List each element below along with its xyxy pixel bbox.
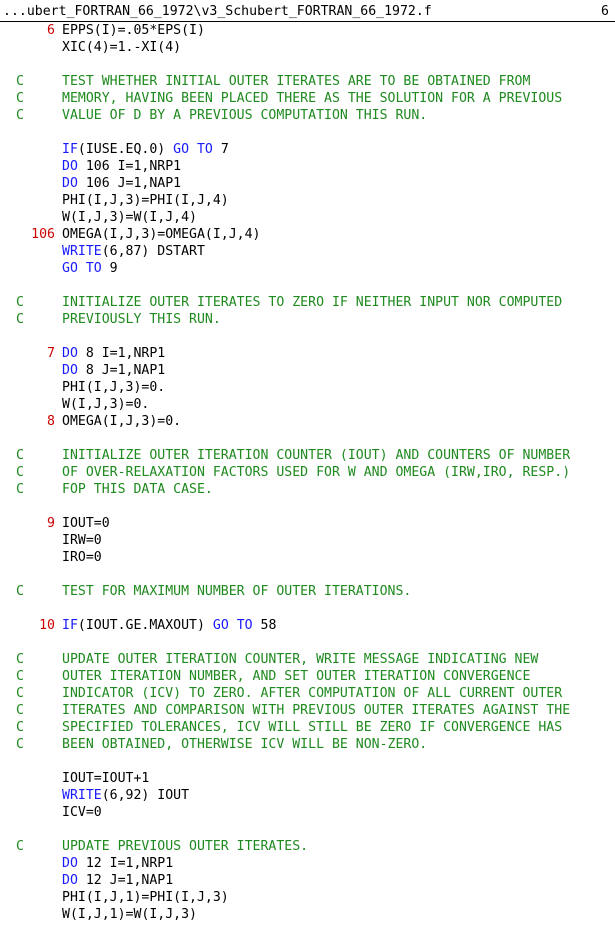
code-text xyxy=(62,804,102,821)
code-text xyxy=(62,889,229,906)
comment-line xyxy=(0,90,615,107)
code-line xyxy=(0,787,615,804)
code-line xyxy=(0,226,615,243)
blank-line xyxy=(0,753,615,770)
comment-text: BEEN OBTAINED, OTHERWISE ICV WILL BE NON-ZERO. xyxy=(62,737,428,752)
comment-text: ITERATES AND COMPARISON WITH PREVIOUS OUTER ITERATES AGAINST THE xyxy=(62,703,571,718)
code-line xyxy=(0,22,615,39)
comment-line xyxy=(0,651,615,668)
file-path-title: ...ubert_FORTRAN_66_1972\v3_Schubert_FORTRAN_66_1972.f xyxy=(3,4,432,19)
code-line xyxy=(0,770,615,787)
code-line xyxy=(0,515,615,532)
code-token: OMEGA(I,J,3)=0. xyxy=(62,414,182,429)
code-text xyxy=(62,617,276,634)
keyword: DO xyxy=(62,873,78,888)
code-token: PHI(I,J,3)=PHI(I,J,4) xyxy=(62,193,229,208)
keyword: IF xyxy=(62,618,78,633)
code-line xyxy=(0,39,615,56)
comment-marker: C xyxy=(16,652,24,667)
code-token: OMEGA(I,J,3)=OMEGA(I,J,4) xyxy=(62,227,261,242)
code-token: 8 J=1,NAP1 xyxy=(77,363,166,378)
blank-line xyxy=(0,634,615,651)
comment-marker: C xyxy=(16,839,24,854)
comment-marker: C xyxy=(16,669,24,684)
comment-marker: C xyxy=(16,703,24,718)
comment-marker: C xyxy=(16,482,24,497)
code-text xyxy=(62,855,173,872)
code-token: W(I,J,1)=W(I,J,3) xyxy=(62,907,197,922)
code-text xyxy=(62,226,261,243)
code-line xyxy=(0,889,615,906)
code-token: EPPS(I)=.05*EPS(I) xyxy=(62,23,205,38)
code-line xyxy=(0,260,615,277)
comment-text: SPECIFIED TOLERANCES, ICV WILL STILL BE ZERO IF CONVERGENCE HAS xyxy=(62,720,563,735)
code-token: PHI(I,J,3)=0. xyxy=(62,380,166,395)
comment-marker: C xyxy=(16,312,24,327)
code-line xyxy=(0,855,615,872)
comment-text: OUTER ITERATION NUMBER, AND SET OUTER ITERATION CONVERGENCE xyxy=(62,669,531,684)
comment-text: INITIALIZE OUTER ITERATION COUNTER (IOUT) AND COUNTERS OF NUMBER xyxy=(62,448,571,463)
code-line xyxy=(0,906,615,923)
statement-label: 7 xyxy=(47,346,55,361)
keyword: DO xyxy=(62,346,78,361)
comment-text: UPDATE OUTER ITERATION COUNTER, WRITE MESSAGE INDICATING NEW xyxy=(62,652,539,667)
statement-label: 9 xyxy=(47,516,55,531)
comment-text: INDICATOR (ICV) TO ZERO. AFTER COMPUTATION OF ALL CURRENT OUTER xyxy=(62,686,563,701)
comment-text: MEMORY, HAVING BEEN PLACED THERE AS THE SOLUTION FOR A PREVIOUS xyxy=(62,91,563,106)
keyword: DO xyxy=(62,363,78,378)
code-line xyxy=(0,379,615,396)
comment-text: FOP THIS DATA CASE. xyxy=(62,482,213,497)
code-token: 7 xyxy=(212,142,229,157)
code-text xyxy=(62,362,165,379)
comment-line xyxy=(0,668,615,685)
comment-marker: C xyxy=(16,686,24,701)
comment-text: TEST FOR MAXIMUM NUMBER OF OUTER ITERATIONS. xyxy=(62,584,412,599)
keyword: GO TO xyxy=(62,261,102,276)
code-line xyxy=(0,396,615,413)
code-token: PHI(I,J,1)=PHI(I,J,3) xyxy=(62,890,229,905)
code-token: IRW=0 xyxy=(62,533,102,548)
code-token: XIC(4)=1.-XI(4) xyxy=(62,40,182,55)
code-text xyxy=(62,158,181,175)
comment-marker: C xyxy=(16,108,24,123)
code-text xyxy=(62,243,205,260)
code-text xyxy=(62,532,102,549)
code-listing xyxy=(0,22,615,923)
comment-marker: C xyxy=(16,295,24,310)
code-token: 106 I=1,NRP1 xyxy=(77,159,182,174)
code-line xyxy=(0,209,615,226)
comment-line xyxy=(0,583,615,600)
blank-line xyxy=(0,124,615,141)
file-header xyxy=(0,0,615,22)
statement-label: 106 xyxy=(31,227,55,242)
code-line xyxy=(0,413,615,430)
code-line xyxy=(0,549,615,566)
code-line xyxy=(0,532,615,549)
code-line xyxy=(0,804,615,821)
code-token: ICV=0 xyxy=(62,805,102,820)
comment-line xyxy=(0,736,615,753)
keyword: WRITE xyxy=(62,788,102,803)
code-token: 12 J=1,NAP1 xyxy=(77,873,174,888)
comment-line xyxy=(0,107,615,124)
code-line xyxy=(0,243,615,260)
code-text xyxy=(62,39,181,56)
code-token: IOUT=IOUT+1 xyxy=(62,771,150,786)
code-token: IOUT=0 xyxy=(62,516,110,531)
keyword: DO xyxy=(62,176,78,191)
comment-marker: C xyxy=(16,465,24,480)
blank-line xyxy=(0,430,615,447)
code-text xyxy=(62,872,173,889)
statement-label: 8 xyxy=(47,414,55,429)
code-token: (6,87) DSTART xyxy=(101,244,205,259)
comment-line xyxy=(0,311,615,328)
comment-line xyxy=(0,294,615,311)
code-token: 9 xyxy=(101,261,118,276)
code-text xyxy=(62,345,165,362)
comment-text: INITIALIZE OUTER ITERATES TO ZERO IF NEITHER INPUT NOR COMPUTED xyxy=(62,295,563,310)
code-line xyxy=(0,345,615,362)
code-token: 12 I=1,NRP1 xyxy=(77,856,174,871)
comment-marker: C xyxy=(16,737,24,752)
comment-text: UPDATE PREVIOUS OUTER ITERATES. xyxy=(62,839,309,854)
code-line xyxy=(0,192,615,209)
comment-marker: C xyxy=(16,584,24,599)
keyword: IF xyxy=(62,142,78,157)
code-text xyxy=(62,175,181,192)
keyword: GO TO xyxy=(212,618,253,633)
code-text xyxy=(62,515,110,532)
keyword: WRITE xyxy=(62,244,102,259)
comment-text: TEST WHETHER INITIAL OUTER ITERATES ARE TO BE OBTAINED FROM xyxy=(62,74,531,89)
blank-line xyxy=(0,600,615,617)
code-token: 8 I=1,NRP1 xyxy=(77,346,166,361)
code-token: (IOUT.GE.MAXOUT) xyxy=(77,618,213,633)
statement-label: 10 xyxy=(39,618,55,633)
code-text xyxy=(62,549,102,566)
page-number: 6 xyxy=(601,4,609,19)
blank-line xyxy=(0,277,615,294)
code-line xyxy=(0,872,615,889)
statement-label: 6 xyxy=(47,23,55,38)
code-token: 106 J=1,NAP1 xyxy=(77,176,182,191)
code-token: W(I,J,3)=W(I,J,4) xyxy=(62,210,197,225)
comment-marker: C xyxy=(16,91,24,106)
blank-line xyxy=(0,821,615,838)
keyword: DO xyxy=(62,856,78,871)
code-token: W(I,J,3)=0. xyxy=(62,397,150,412)
comment-text: PREVIOUSLY THIS RUN. xyxy=(62,312,221,327)
comment-marker: C xyxy=(16,448,24,463)
code-line xyxy=(0,175,615,192)
code-text xyxy=(62,209,197,226)
code-line xyxy=(0,158,615,175)
code-text xyxy=(62,260,118,277)
code-line xyxy=(0,141,615,158)
keyword: GO TO xyxy=(173,142,213,157)
code-token: IRO=0 xyxy=(62,550,102,565)
comment-text: VALUE OF D BY A PREVIOUS COMPUTATION THIS RUN. xyxy=(62,108,428,123)
comment-line xyxy=(0,73,615,90)
blank-line xyxy=(0,56,615,73)
blank-line xyxy=(0,566,615,583)
code-token: (IUSE.EQ.0) xyxy=(77,142,174,157)
comment-marker: C xyxy=(16,720,24,735)
comment-line xyxy=(0,481,615,498)
code-text xyxy=(62,396,149,413)
comment-line xyxy=(0,702,615,719)
comment-line xyxy=(0,464,615,481)
code-text xyxy=(62,192,229,209)
code-text xyxy=(62,413,181,430)
comment-line xyxy=(0,719,615,736)
code-line xyxy=(0,617,615,634)
blank-line xyxy=(0,328,615,345)
code-line xyxy=(0,362,615,379)
comment-line xyxy=(0,685,615,702)
code-text xyxy=(62,770,149,787)
comment-text: OF OVER-RELAXATION FACTORS USED FOR W AND OMEGA (IRW,IRO, RESP.) xyxy=(62,465,571,480)
blank-line xyxy=(0,498,615,515)
comment-line xyxy=(0,447,615,464)
code-text xyxy=(62,379,165,396)
code-token: 58 xyxy=(252,618,277,633)
code-text xyxy=(62,787,189,804)
keyword: DO xyxy=(62,159,78,174)
code-text xyxy=(62,141,229,158)
code-token: (6,92) IOUT xyxy=(101,788,190,803)
comment-line xyxy=(0,838,615,855)
code-text xyxy=(62,22,205,39)
code-text xyxy=(62,906,197,923)
comment-marker: C xyxy=(16,74,24,89)
